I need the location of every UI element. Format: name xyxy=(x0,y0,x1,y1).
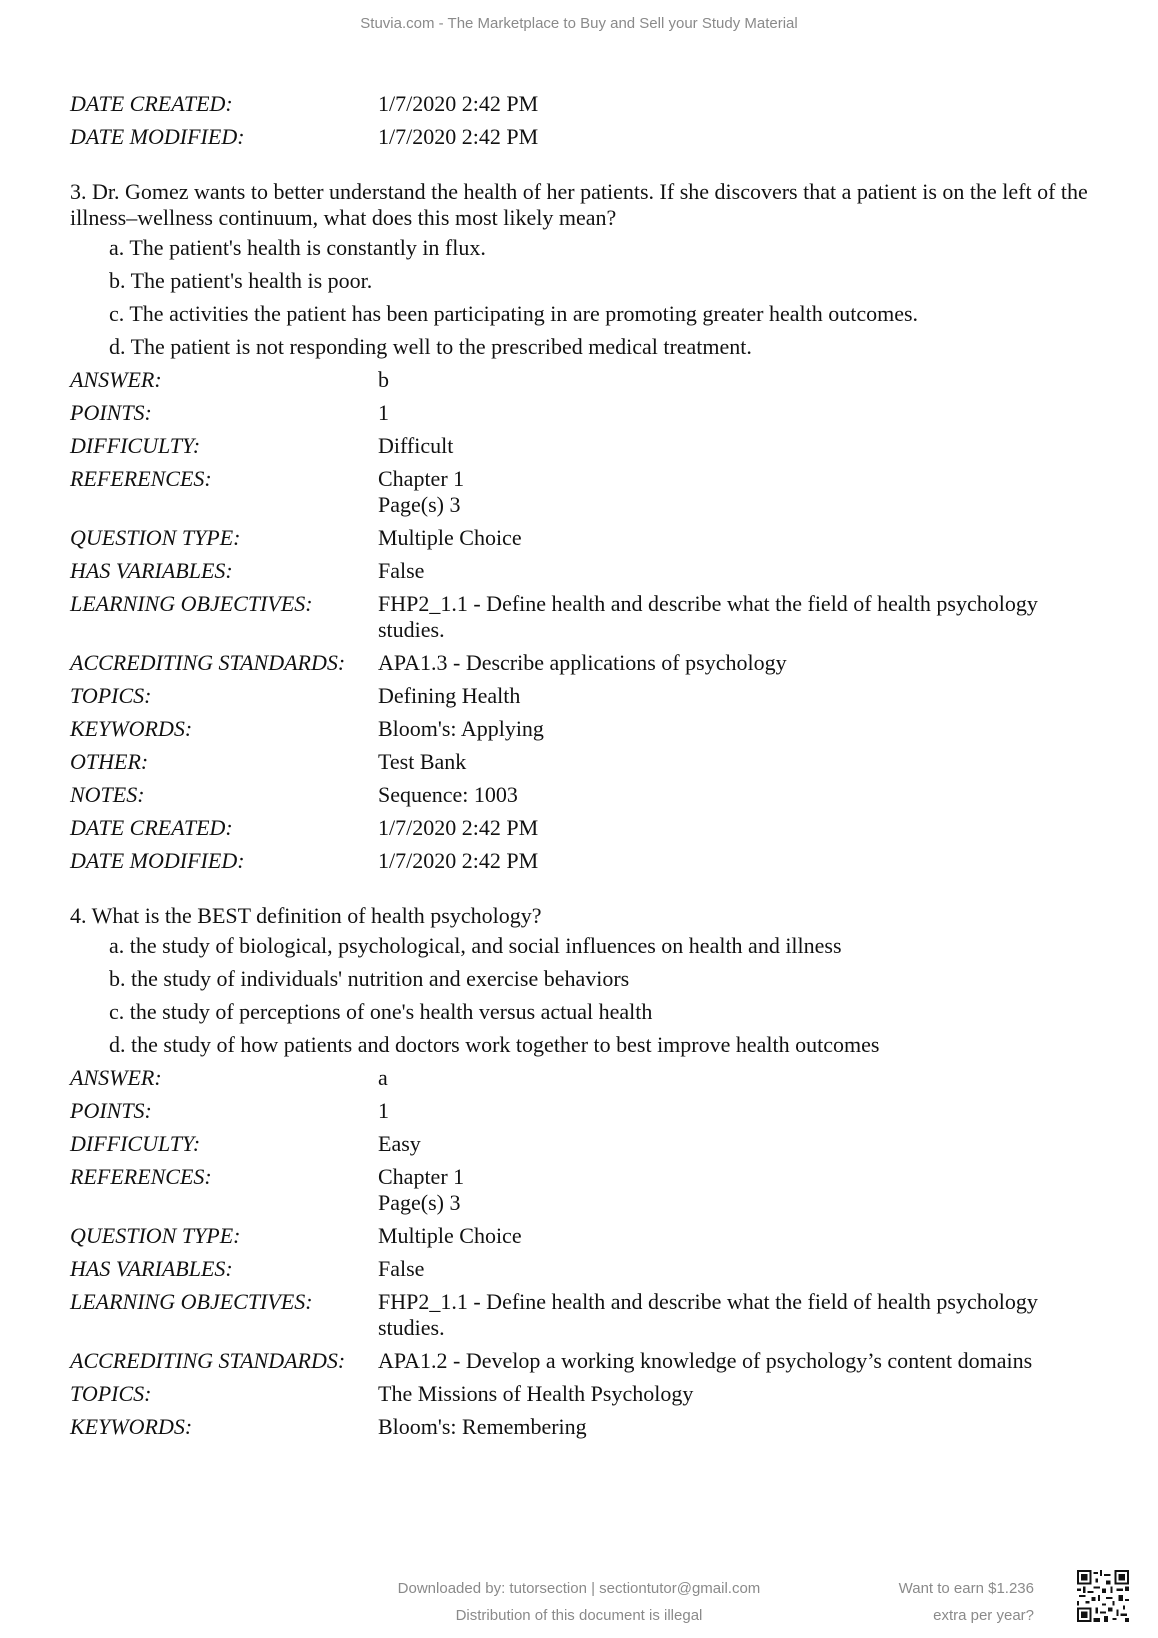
meta-label: REFERENCES: xyxy=(70,1164,212,1189)
meta-value xyxy=(378,782,1130,808)
meta-value-line: FHP2_1.1 - Define health and describe what the field of health psychology xyxy=(378,591,1038,616)
meta-row-accrediting-standards xyxy=(70,1348,1130,1374)
answer-option: d. The patient is not responding well to the prescribed medical treatment. xyxy=(109,334,752,359)
meta-value xyxy=(378,1098,1130,1124)
meta-value-line: studies. xyxy=(378,1315,445,1340)
meta-value xyxy=(378,466,1130,518)
meta-value-line: 1 xyxy=(378,1098,389,1123)
qr-code-icon[interactable] xyxy=(1077,1570,1129,1622)
meta-row-other xyxy=(70,749,1130,775)
meta-value xyxy=(378,1223,1130,1249)
answer-option: b. The patient's health is poor. xyxy=(109,268,373,293)
page-header: Stuvia.com - The Marketplace to Buy and Sell your Study Material xyxy=(360,15,798,32)
meta-row-answer xyxy=(70,1065,1130,1091)
distribution-notice: Distribution of this document is illegal xyxy=(455,1607,703,1624)
meta-value xyxy=(378,848,1130,874)
meta-label: TOPICS: xyxy=(70,1381,152,1406)
meta-value-line: Sequence: 1003 xyxy=(378,782,518,807)
meta-row-date-created xyxy=(70,815,1130,841)
downloaded-by-text: Downloaded by: tutorsection | sectiontutor@gmail.com xyxy=(397,1580,761,1597)
meta-row-question-type xyxy=(70,1223,1130,1249)
earn-promo[interactable] xyxy=(899,1575,1034,1629)
meta-value xyxy=(378,1131,1130,1157)
meta-value-line: FHP2_1.1 - Define health and describe what the field of health psychology xyxy=(378,1289,1038,1314)
meta-row-question-type xyxy=(70,525,1130,551)
meta-value xyxy=(378,124,1130,150)
meta-label: QUESTION TYPE: xyxy=(70,525,241,550)
meta-value xyxy=(378,1381,1130,1407)
meta-row-difficulty xyxy=(70,1131,1130,1157)
meta-row-learning-objectives xyxy=(70,1289,1130,1341)
meta-value xyxy=(378,591,1130,643)
meta-value xyxy=(378,1289,1130,1341)
meta-value-line: a xyxy=(378,1065,388,1090)
meta-row-has-variables xyxy=(70,558,1130,584)
meta-label: DIFFICULTY: xyxy=(70,433,201,458)
meta-value xyxy=(378,1164,1130,1216)
meta-label: DATE CREATED: xyxy=(70,815,233,840)
meta-value-line: Bloom's: Remembering xyxy=(378,1414,587,1439)
meta-value-line: The Missions of Health Psychology xyxy=(378,1381,694,1406)
meta-row-learning-objectives xyxy=(70,591,1130,643)
meta-value xyxy=(378,815,1130,841)
meta-row-references xyxy=(70,1164,1130,1216)
meta-value xyxy=(378,749,1130,775)
meta-label: ANSWER: xyxy=(70,1065,162,1090)
meta-value-line: APA1.2 - Develop a working knowledge of psychology’s content domains xyxy=(378,1348,1033,1373)
meta-row-difficulty xyxy=(70,433,1130,459)
meta-label: KEYWORDS: xyxy=(70,1414,193,1439)
meta-value-line: 1/7/2020 2:42 PM xyxy=(378,848,539,873)
answer-option: b. the study of individuals' nutrition and exercise behaviors xyxy=(109,966,630,991)
earn-line-1: Want to earn $1.236 xyxy=(898,1580,1034,1597)
answer-option: c. the study of perceptions of one's health versus actual health xyxy=(109,999,653,1024)
meta-value xyxy=(378,525,1130,551)
meta-label: DATE MODIFIED: xyxy=(70,124,245,149)
meta-value xyxy=(378,716,1130,742)
meta-value xyxy=(378,1414,1130,1440)
top-meta-block xyxy=(70,91,1130,150)
question-text: 4. What is the BEST definition of health psychology? xyxy=(70,903,542,928)
meta-value-line: Multiple Choice xyxy=(378,1223,522,1248)
meta-value-line: False xyxy=(378,558,425,583)
meta-row-answer xyxy=(70,367,1130,393)
answer-option: d. the study of how patients and doctors work together to best improve health outcomes xyxy=(109,1032,880,1057)
meta-row-accrediting-standards xyxy=(70,650,1130,676)
meta-label: DATE CREATED: xyxy=(70,91,233,116)
meta-row-date-modified xyxy=(70,124,1130,150)
meta-row-keywords xyxy=(70,1414,1130,1440)
meta-value-line: Bloom's: Applying xyxy=(378,716,544,741)
meta-label: DATE MODIFIED: xyxy=(70,848,245,873)
meta-value xyxy=(378,1256,1130,1282)
meta-label: ACCREDITING STANDARDS: xyxy=(70,1348,346,1373)
answer-option: c. The activities the patient has been participating in are promoting greater health outcomes. xyxy=(109,301,919,326)
meta-value xyxy=(378,650,1130,676)
meta-label: ACCREDITING STANDARDS: xyxy=(70,650,346,675)
meta-label: HAS VARIABLES: xyxy=(70,558,233,583)
meta-label: KEYWORDS: xyxy=(70,716,193,741)
meta-row-has-variables xyxy=(70,1256,1130,1282)
meta-value-line: Chapter 1 xyxy=(378,466,465,491)
meta-value-line: Page(s) 3 xyxy=(378,1190,461,1215)
meta-row-topics xyxy=(70,683,1130,709)
meta-label: HAS VARIABLES: xyxy=(70,1256,233,1281)
meta-value-line: Chapter 1 xyxy=(378,1164,465,1189)
meta-label: NOTES: xyxy=(70,782,145,807)
meta-label: ANSWER: xyxy=(70,367,162,392)
answer-option: a. The patient's health is constantly in flux. xyxy=(109,235,486,260)
meta-value xyxy=(378,1348,1130,1374)
meta-label: LEARNING OBJECTIVES: xyxy=(70,591,313,616)
meta-value-line: studies. xyxy=(378,617,445,642)
meta-value xyxy=(378,433,1130,459)
meta-row-keywords xyxy=(70,716,1130,742)
meta-value xyxy=(378,367,1130,393)
meta-value-line: Easy xyxy=(378,1131,421,1156)
meta-label: LEARNING OBJECTIVES: xyxy=(70,1289,313,1314)
meta-row-topics xyxy=(70,1381,1130,1407)
meta-row-points xyxy=(70,1098,1130,1124)
meta-value-line: 1/7/2020 2:42 PM xyxy=(378,91,539,116)
meta-label: DIFFICULTY: xyxy=(70,1131,201,1156)
meta-value-line: Test Bank xyxy=(378,749,467,774)
meta-value-line: Defining Health xyxy=(378,683,521,708)
meta-value-line: Difficult xyxy=(378,433,454,458)
meta-value xyxy=(378,683,1130,709)
document-body xyxy=(70,91,1130,1447)
meta-row-references xyxy=(70,466,1130,518)
meta-value-line: APA1.3 - Describe applications of psychology xyxy=(378,650,787,675)
meta-label: QUESTION TYPE: xyxy=(70,1223,241,1248)
question-text: 3. Dr. Gomez wants to better understand the health of her patients. If she discovers that a patient is on the left of the illness–wellness continuum, what does this most likely mean? xyxy=(70,179,1088,230)
meta-value-line: Page(s) 3 xyxy=(378,492,461,517)
meta-value xyxy=(378,558,1130,584)
meta-value-line: 1/7/2020 2:42 PM xyxy=(378,124,539,149)
meta-value xyxy=(378,400,1130,426)
meta-value-line: Multiple Choice xyxy=(378,525,522,550)
meta-row-notes xyxy=(70,782,1130,808)
meta-label: OTHER: xyxy=(70,749,149,774)
question-4 xyxy=(70,903,1130,1440)
meta-value-line: 1/7/2020 2:42 PM xyxy=(378,815,539,840)
meta-row-date-created xyxy=(70,91,1130,117)
meta-label: TOPICS: xyxy=(70,683,152,708)
meta-label: REFERENCES: xyxy=(70,466,212,491)
meta-value-line: 1 xyxy=(378,400,389,425)
question-3 xyxy=(70,179,1130,874)
earn-line-2: extra per year? xyxy=(933,1607,1034,1624)
meta-row-date-modified xyxy=(70,848,1130,874)
meta-value-line: b xyxy=(378,367,389,392)
meta-value xyxy=(378,1065,1130,1091)
meta-label: POINTS: xyxy=(70,400,152,425)
meta-label: POINTS: xyxy=(70,1098,152,1123)
meta-value xyxy=(378,91,1130,117)
meta-value-line: False xyxy=(378,1256,425,1281)
answer-option: a. the study of biological, psychological, and social influences on health and illness xyxy=(109,933,842,958)
meta-row-points xyxy=(70,400,1130,426)
